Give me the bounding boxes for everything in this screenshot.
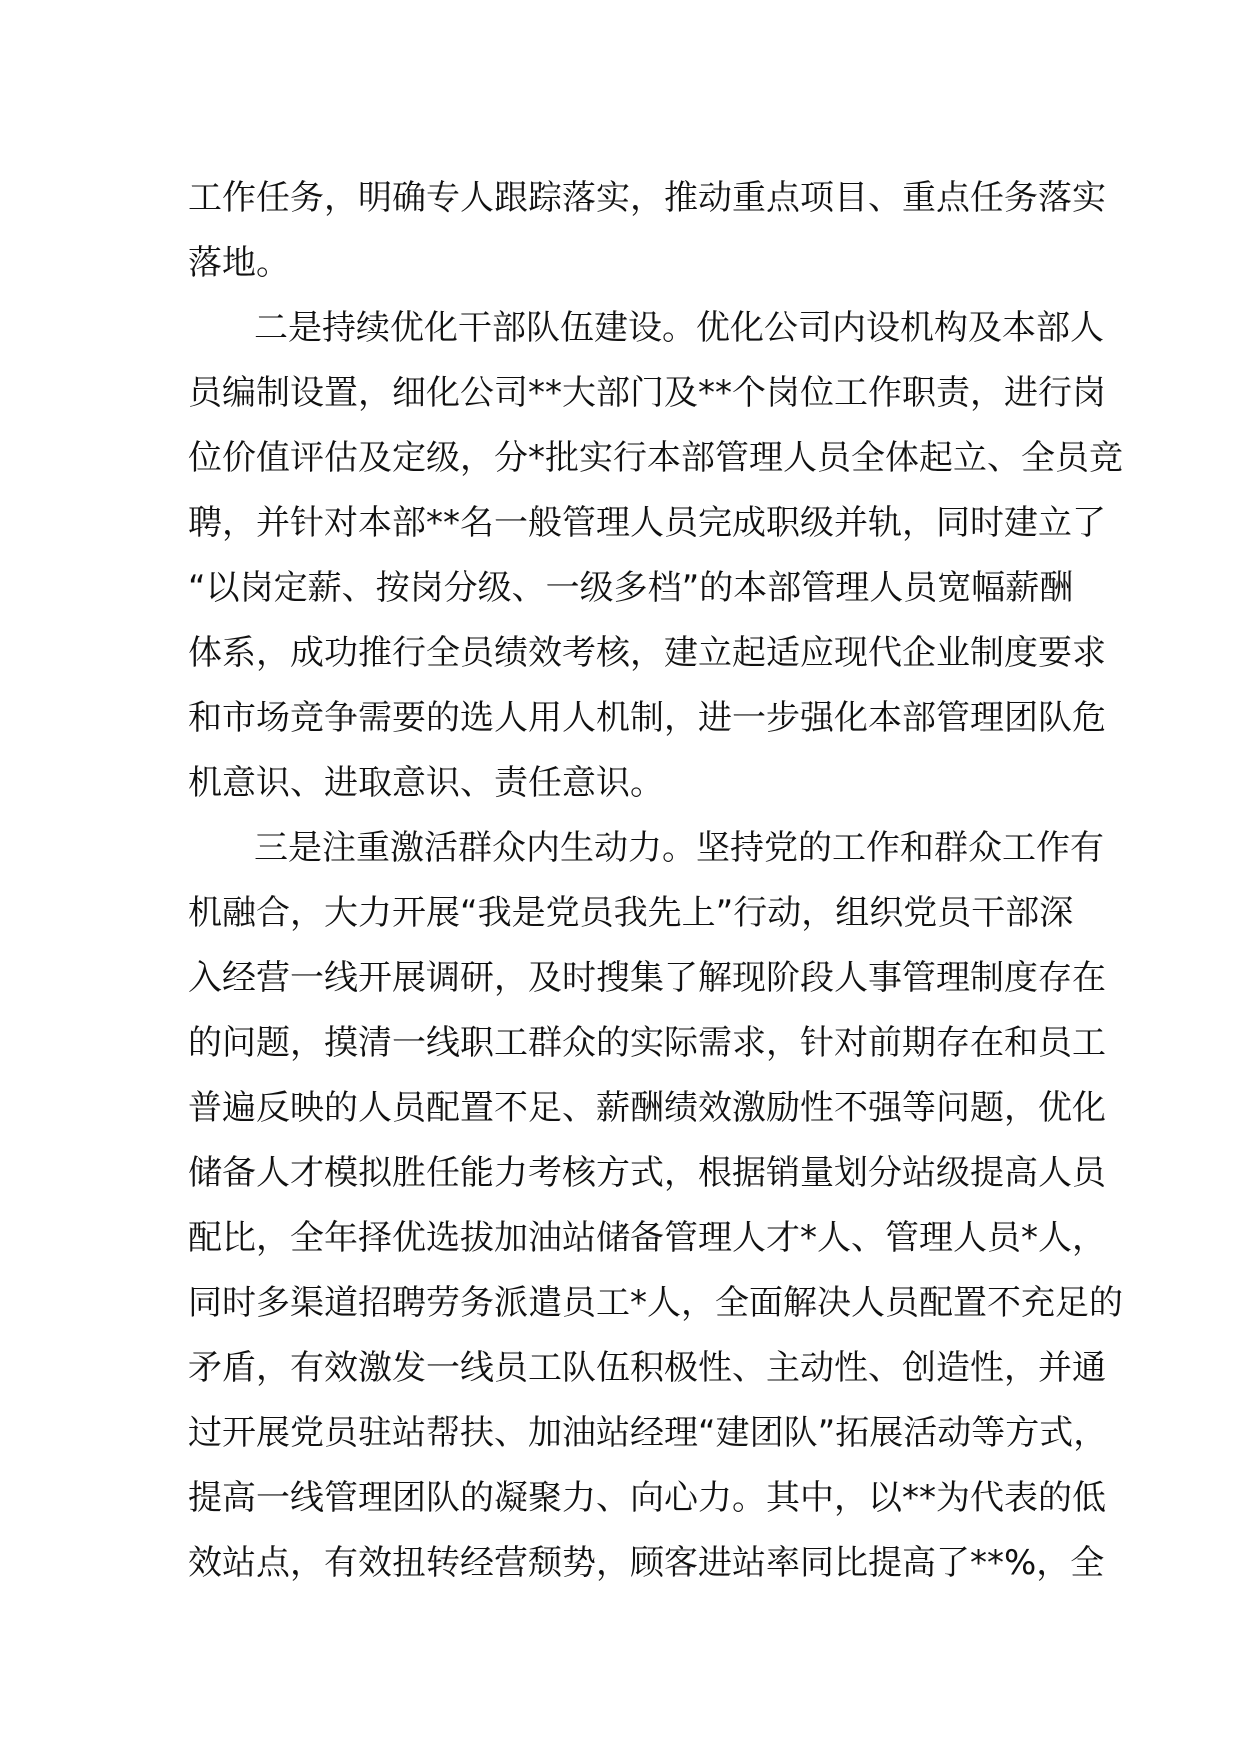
text-line: 普遍反映的人员配置不足、薪酬绩效激励性不强等问题，优化 <box>188 1088 1106 1128</box>
paragraph-start-line: 二是持续优化干部队伍建设。优化公司内设机构及本部人 <box>254 308 1104 348</box>
text-line: 落地。 <box>188 243 290 283</box>
body-text <box>188 166 1123 1596</box>
text-line: 效站点，有效扭转经营颓势，顾客进站率同比提高了**%，全 <box>188 1543 1105 1583</box>
text-line: 矛盾，有效激发一线员工队伍积极性、主动性、创造性，并通 <box>188 1348 1106 1388</box>
text-line: “以岗定薪、按岗分级、一级多档”的本部管理人员宽幅薪酬 <box>188 568 1074 608</box>
text-line: 的问题，摸清一线职工群众的实际需求，针对前期存在和员工 <box>188 1023 1106 1063</box>
text-line: 体系，成功推行全员绩效考核，建立起适应现代企业制度要求 <box>188 633 1106 673</box>
text-line: 聘，并针对本部**名一般管理人员完成职级并轨，同时建立了 <box>188 503 1106 543</box>
text-line: 和市场竞争需要的选人用人机制，进一步强化本部管理团队危 <box>188 698 1106 738</box>
text-line: 过开展党员驻站帮扶、加油站经理“建团队”拓展活动等方式， <box>188 1413 1108 1453</box>
text-line: 同时多渠道招聘劳务派遣员工*人，全面解决人员配置不充足的 <box>188 1283 1123 1323</box>
text-line: 机融合，大力开展“我是党员我先上”行动，组织党员干部深 <box>188 893 1074 933</box>
text-line: 位价值评估及定级，分*批实行本部管理人员全体起立、全员竞 <box>188 438 1123 478</box>
text-line: 储备人才模拟胜任能力考核方式，根据销量划分站级提高人员 <box>188 1153 1106 1193</box>
text-line: 入经营一线开展调研，及时搜集了解现阶段人事管理制度存在 <box>188 958 1106 998</box>
text-line: 员编制设置，细化公司**大部门及**个岗位工作职责，进行岗 <box>188 373 1106 413</box>
paragraph-start-line: 三是注重激活群众内生动力。坚持党的工作和群众工作有 <box>254 828 1104 868</box>
text-line: 工作任务，明确专人跟踪落实，推动重点项目、重点任务落实 <box>188 178 1106 218</box>
text-line: 提高一线管理团队的凝聚力、向心力。其中，以**为代表的低 <box>188 1478 1106 1518</box>
text-line: 配比，全年择优选拔加油站储备管理人才*人、管理人员*人， <box>188 1218 1106 1258</box>
text-line: 机意识、进取意识、责任意识。 <box>188 763 664 803</box>
